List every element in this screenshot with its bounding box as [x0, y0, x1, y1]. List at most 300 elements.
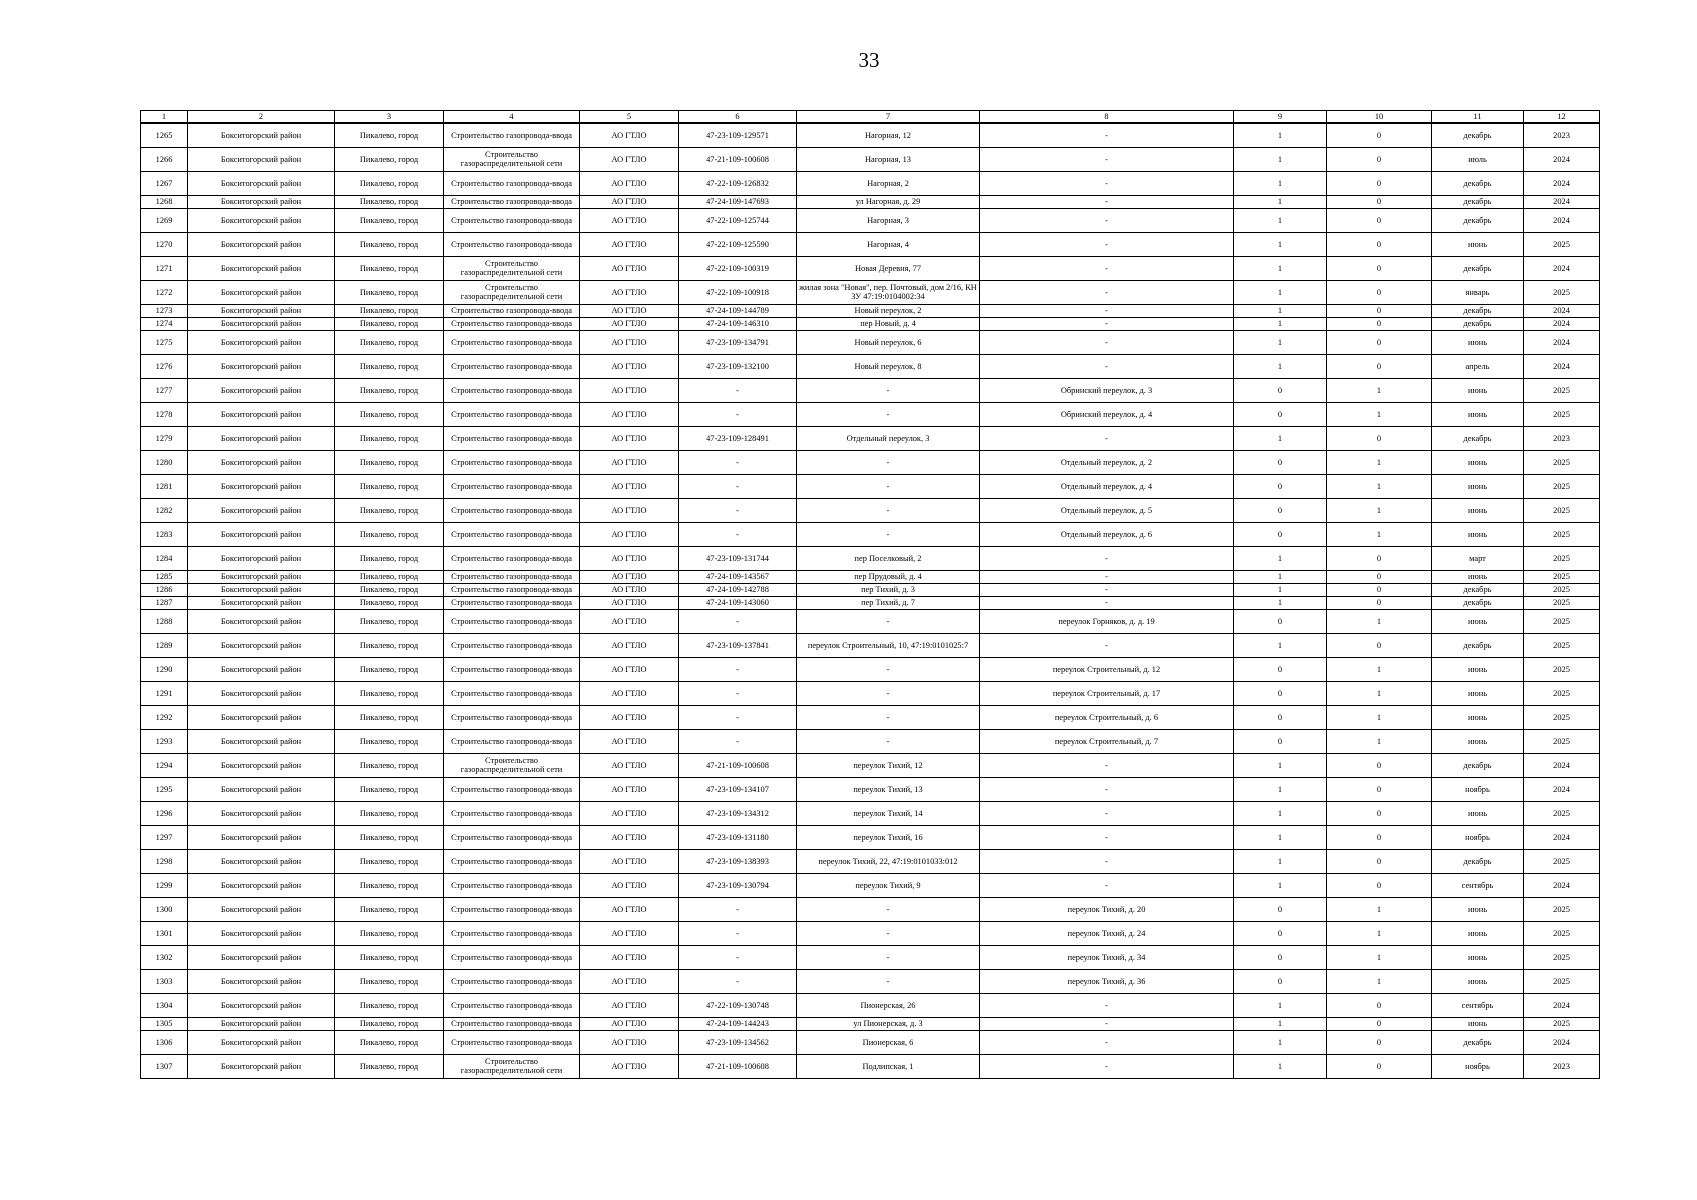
cell-count-existing: 0 — [1234, 681, 1327, 705]
cell-organization: АО ГТЛО — [580, 681, 679, 705]
cell-organization: АО ГТЛО — [580, 570, 679, 583]
cell-count-planned: 0 — [1327, 1017, 1432, 1030]
cell-settlement: Пикалево, город — [335, 171, 444, 195]
cell-object-code: - — [679, 705, 797, 729]
header-col-organization: 5 — [580, 111, 679, 124]
cell-year: 2024 — [1524, 825, 1600, 849]
cell-year: 2023 — [1524, 1054, 1600, 1078]
cell-row-number: 1290 — [141, 657, 188, 681]
cell-district: Бокситогорский район — [188, 657, 335, 681]
cell-work-type: Строительство газопровода-ввода — [444, 825, 580, 849]
cell-district: Бокситогорский район — [188, 849, 335, 873]
cell-count-existing: 1 — [1234, 1030, 1327, 1054]
cell-settlement: Пикалево, город — [335, 633, 444, 657]
cell-settlement: Пикалево, город — [335, 657, 444, 681]
cell-address: пер Новый, д. 4 — [797, 317, 980, 330]
cell-object-code: 47-23-109-138393 — [679, 849, 797, 873]
cell-month: декабрь — [1432, 426, 1524, 450]
cell-count-existing: 0 — [1234, 945, 1327, 969]
cell-count-existing: 1 — [1234, 546, 1327, 570]
table-row — [141, 426, 1600, 450]
header-col-district: 2 — [188, 111, 335, 124]
cell-work-type: Строительство газопровода-ввода — [444, 801, 580, 825]
cell-row-number: 1295 — [141, 777, 188, 801]
cell-work-type: Строительство газопровода-ввода — [444, 993, 580, 1017]
cell-month: июнь — [1432, 681, 1524, 705]
cell-count-planned: 0 — [1327, 801, 1432, 825]
header-col-count-existing: 9 — [1234, 111, 1327, 124]
cell-settlement: Пикалево, город — [335, 801, 444, 825]
cell-organization: АО ГТЛО — [580, 450, 679, 474]
cell-settlement: Пикалево, город — [335, 195, 444, 208]
cell-planned-address: - — [980, 232, 1234, 256]
cell-count-planned: 0 — [1327, 753, 1432, 777]
table-row — [141, 945, 1600, 969]
cell-address: переулок Тихий, 22, 47:19:0101033:012 — [797, 849, 980, 873]
cell-work-type: Строительство газопровода-ввода — [444, 777, 580, 801]
cell-year: 2025 — [1524, 280, 1600, 304]
cell-planned-address: переулок Тихий, д. 36 — [980, 969, 1234, 993]
cell-district: Бокситогорский район — [188, 330, 335, 354]
cell-object-code: 47-23-109-137841 — [679, 633, 797, 657]
cell-organization: АО ГТЛО — [580, 208, 679, 232]
cell-settlement: Пикалево, город — [335, 280, 444, 304]
cell-address: - — [797, 609, 980, 633]
cell-organization: АО ГТЛО — [580, 705, 679, 729]
cell-count-existing: 1 — [1234, 801, 1327, 825]
cell-settlement: Пикалево, город — [335, 450, 444, 474]
cell-address: Нагорная, 12 — [797, 123, 980, 147]
cell-object-code: 47-23-109-134312 — [679, 801, 797, 825]
cell-row-number: 1266 — [141, 147, 188, 171]
cell-year: 2025 — [1524, 378, 1600, 402]
cell-organization: АО ГТЛО — [580, 317, 679, 330]
cell-month: март — [1432, 546, 1524, 570]
cell-work-type: Строительство газопровода-ввода — [444, 583, 580, 596]
header-col-planned-address: 8 — [980, 111, 1234, 124]
cell-month: декабрь — [1432, 317, 1524, 330]
table-row — [141, 354, 1600, 378]
cell-count-planned: 1 — [1327, 729, 1432, 753]
cell-count-planned: 1 — [1327, 657, 1432, 681]
cell-address: Нагорная, 2 — [797, 171, 980, 195]
cell-work-type: Строительство газопровода-ввода — [444, 546, 580, 570]
cell-year: 2025 — [1524, 921, 1600, 945]
cell-planned-address: - — [980, 208, 1234, 232]
table-row — [141, 402, 1600, 426]
cell-work-type: Строительство газопровода-ввода — [444, 873, 580, 897]
cell-settlement: Пикалево, город — [335, 969, 444, 993]
cell-count-existing: 1 — [1234, 195, 1327, 208]
cell-month: декабрь — [1432, 171, 1524, 195]
cell-settlement: Пикалево, город — [335, 1017, 444, 1030]
cell-address: - — [797, 378, 980, 402]
cell-object-code: 47-23-109-130794 — [679, 873, 797, 897]
cell-year: 2025 — [1524, 546, 1600, 570]
cell-row-number: 1265 — [141, 123, 188, 147]
cell-district: Бокситогорский район — [188, 753, 335, 777]
cell-count-planned: 0 — [1327, 825, 1432, 849]
cell-planned-address: - — [980, 147, 1234, 171]
cell-district: Бокситогорский район — [188, 354, 335, 378]
cell-work-type: Строительство газопровода-ввода — [444, 123, 580, 147]
cell-year: 2025 — [1524, 498, 1600, 522]
cell-year: 2025 — [1524, 729, 1600, 753]
cell-district: Бокситогорский район — [188, 1017, 335, 1030]
cell-planned-address: - — [980, 123, 1234, 147]
table-row — [141, 801, 1600, 825]
table-row — [141, 147, 1600, 171]
cell-count-existing: 0 — [1234, 474, 1327, 498]
cell-district: Бокситогорский район — [188, 609, 335, 633]
cell-row-number: 1269 — [141, 208, 188, 232]
cell-work-type: Строительство газопровода-ввода — [444, 450, 580, 474]
cell-settlement: Пикалево, город — [335, 777, 444, 801]
table-row — [141, 522, 1600, 546]
cell-planned-address: - — [980, 825, 1234, 849]
cell-district: Бокситогорский район — [188, 993, 335, 1017]
cell-work-type: Строительство газопровода-ввода — [444, 498, 580, 522]
table-row — [141, 897, 1600, 921]
cell-organization: АО ГТЛО — [580, 825, 679, 849]
cell-month: ноябрь — [1432, 1054, 1524, 1078]
cell-object-code: 47-24-109-143567 — [679, 570, 797, 583]
cell-settlement: Пикалево, город — [335, 402, 444, 426]
cell-object-code: 47-24-109-144789 — [679, 304, 797, 317]
cell-count-planned: 1 — [1327, 681, 1432, 705]
cell-planned-address: Отдельный переулок, д. 5 — [980, 498, 1234, 522]
cell-month: декабрь — [1432, 195, 1524, 208]
cell-count-existing: 1 — [1234, 596, 1327, 609]
cell-object-code: 47-22-109-130748 — [679, 993, 797, 1017]
cell-count-existing: 0 — [1234, 402, 1327, 426]
cell-work-type: Строительство газопровода-ввода — [444, 426, 580, 450]
cell-work-type: Строительство газораспределительной сети — [444, 1054, 580, 1078]
cell-count-planned: 1 — [1327, 945, 1432, 969]
cell-month: июнь — [1432, 969, 1524, 993]
cell-work-type: Строительство газопровода-ввода — [444, 317, 580, 330]
cell-row-number: 1300 — [141, 897, 188, 921]
cell-work-type: Строительство газопровода-ввода — [444, 969, 580, 993]
cell-object-code: - — [679, 945, 797, 969]
cell-object-code: 47-23-109-129571 — [679, 123, 797, 147]
cell-settlement: Пикалево, город — [335, 825, 444, 849]
cell-planned-address: - — [980, 354, 1234, 378]
cell-year: 2024 — [1524, 171, 1600, 195]
cell-address: - — [797, 498, 980, 522]
registry-table-container — [140, 110, 1599, 1079]
cell-address: жилая зона "Новая", пер. Почтовый, дом 2/16, КН ЗУ 47:19:0104002:34 — [797, 280, 980, 304]
cell-count-planned: 0 — [1327, 304, 1432, 317]
cell-settlement: Пикалево, город — [335, 570, 444, 583]
cell-count-planned: 0 — [1327, 583, 1432, 596]
cell-district: Бокситогорский район — [188, 304, 335, 317]
cell-month: декабрь — [1432, 849, 1524, 873]
cell-object-code: - — [679, 450, 797, 474]
cell-row-number: 1291 — [141, 681, 188, 705]
cell-count-existing: 1 — [1234, 1017, 1327, 1030]
cell-planned-address: - — [980, 1017, 1234, 1030]
table-row — [141, 583, 1600, 596]
cell-organization: АО ГТЛО — [580, 171, 679, 195]
cell-work-type: Строительство газопровода-ввода — [444, 945, 580, 969]
cell-address: переулок Тихий, 14 — [797, 801, 980, 825]
table-row — [141, 1054, 1600, 1078]
cell-planned-address: - — [980, 280, 1234, 304]
cell-planned-address: переулок Строительный, д. 12 — [980, 657, 1234, 681]
cell-organization: АО ГТЛО — [580, 522, 679, 546]
cell-year: 2024 — [1524, 256, 1600, 280]
cell-count-planned: 0 — [1327, 1030, 1432, 1054]
cell-organization: АО ГТЛО — [580, 426, 679, 450]
cell-count-existing: 1 — [1234, 849, 1327, 873]
header-col-work-type: 4 — [444, 111, 580, 124]
cell-row-number: 1288 — [141, 609, 188, 633]
cell-count-planned: 0 — [1327, 147, 1432, 171]
cell-planned-address: - — [980, 801, 1234, 825]
cell-address: пер Поселковый, 2 — [797, 546, 980, 570]
cell-row-number: 1278 — [141, 402, 188, 426]
cell-object-code: 47-23-109-131180 — [679, 825, 797, 849]
cell-planned-address: - — [980, 426, 1234, 450]
cell-row-number: 1306 — [141, 1030, 188, 1054]
cell-month: июнь — [1432, 609, 1524, 633]
cell-month: декабрь — [1432, 753, 1524, 777]
cell-settlement: Пикалево, город — [335, 522, 444, 546]
cell-year: 2024 — [1524, 777, 1600, 801]
cell-count-planned: 0 — [1327, 256, 1432, 280]
cell-organization: АО ГТЛО — [580, 546, 679, 570]
cell-planned-address: - — [980, 596, 1234, 609]
cell-settlement: Пикалево, город — [335, 993, 444, 1017]
cell-object-code: 47-23-109-134791 — [679, 330, 797, 354]
cell-year: 2025 — [1524, 1017, 1600, 1030]
registry-table — [140, 110, 1600, 1079]
cell-district: Бокситогорский район — [188, 546, 335, 570]
table-row — [141, 378, 1600, 402]
cell-month: июнь — [1432, 801, 1524, 825]
cell-month: июнь — [1432, 378, 1524, 402]
cell-count-existing: 1 — [1234, 426, 1327, 450]
cell-work-type: Строительство газопровода-ввода — [444, 849, 580, 873]
cell-row-number: 1275 — [141, 330, 188, 354]
table-row — [141, 232, 1600, 256]
cell-object-code: - — [679, 474, 797, 498]
cell-year: 2025 — [1524, 681, 1600, 705]
cell-district: Бокситогорский район — [188, 945, 335, 969]
cell-row-number: 1283 — [141, 522, 188, 546]
cell-work-type: Строительство газопровода-ввода — [444, 633, 580, 657]
cell-work-type: Строительство газопровода-ввода — [444, 171, 580, 195]
cell-work-type: Строительство газопровода-ввода — [444, 354, 580, 378]
cell-work-type: Строительство газопровода-ввода — [444, 729, 580, 753]
cell-address: - — [797, 921, 980, 945]
cell-settlement: Пикалево, город — [335, 330, 444, 354]
cell-organization: АО ГТЛО — [580, 596, 679, 609]
cell-year: 2024 — [1524, 317, 1600, 330]
table-row — [141, 921, 1600, 945]
cell-row-number: 1286 — [141, 583, 188, 596]
cell-year: 2025 — [1524, 402, 1600, 426]
cell-settlement: Пикалево, город — [335, 897, 444, 921]
cell-month: июнь — [1432, 330, 1524, 354]
cell-object-code: 47-23-109-131744 — [679, 546, 797, 570]
cell-district: Бокситогорский район — [188, 633, 335, 657]
cell-settlement: Пикалево, город — [335, 317, 444, 330]
cell-district: Бокситогорский район — [188, 474, 335, 498]
cell-district: Бокситогорский район — [188, 921, 335, 945]
cell-settlement: Пикалево, город — [335, 426, 444, 450]
cell-row-number: 1289 — [141, 633, 188, 657]
cell-year: 2025 — [1524, 969, 1600, 993]
cell-district: Бокситогорский район — [188, 256, 335, 280]
cell-year: 2025 — [1524, 633, 1600, 657]
cell-address: Новый переулок, 2 — [797, 304, 980, 317]
cell-organization: АО ГТЛО — [580, 304, 679, 317]
cell-year: 2025 — [1524, 705, 1600, 729]
header-col-count-planned: 10 — [1327, 111, 1432, 124]
cell-planned-address: - — [980, 570, 1234, 583]
cell-address: переулок Тихий, 9 — [797, 873, 980, 897]
cell-work-type: Строительство газораспределительной сети — [444, 280, 580, 304]
cell-count-existing: 0 — [1234, 657, 1327, 681]
cell-organization: АО ГТЛО — [580, 474, 679, 498]
cell-organization: АО ГТЛО — [580, 402, 679, 426]
cell-planned-address: - — [980, 1030, 1234, 1054]
cell-count-planned: 0 — [1327, 208, 1432, 232]
cell-object-code: - — [679, 522, 797, 546]
cell-count-planned: 0 — [1327, 195, 1432, 208]
cell-settlement: Пикалево, город — [335, 256, 444, 280]
cell-year: 2025 — [1524, 232, 1600, 256]
cell-organization: АО ГТЛО — [580, 1017, 679, 1030]
cell-work-type: Строительство газопровода-ввода — [444, 1017, 580, 1030]
table-row — [141, 546, 1600, 570]
cell-work-type: Строительство газопровода-ввода — [444, 474, 580, 498]
cell-count-existing: 0 — [1234, 897, 1327, 921]
cell-organization: АО ГТЛО — [580, 777, 679, 801]
cell-object-code: 47-22-109-125744 — [679, 208, 797, 232]
table-row — [141, 317, 1600, 330]
cell-count-planned: 1 — [1327, 897, 1432, 921]
cell-settlement: Пикалево, город — [335, 753, 444, 777]
cell-planned-address: - — [980, 256, 1234, 280]
cell-district: Бокситогорский район — [188, 897, 335, 921]
cell-work-type: Строительство газопровода-ввода — [444, 330, 580, 354]
cell-settlement: Пикалево, город — [335, 705, 444, 729]
cell-year: 2025 — [1524, 570, 1600, 583]
cell-month: апрель — [1432, 354, 1524, 378]
cell-district: Бокситогорский район — [188, 969, 335, 993]
cell-object-code: 47-22-109-126832 — [679, 171, 797, 195]
cell-district: Бокситогорский район — [188, 681, 335, 705]
cell-count-planned: 0 — [1327, 171, 1432, 195]
cell-month: июнь — [1432, 945, 1524, 969]
cell-row-number: 1282 — [141, 498, 188, 522]
cell-organization: АО ГТЛО — [580, 256, 679, 280]
cell-planned-address: - — [980, 777, 1234, 801]
cell-count-existing: 1 — [1234, 1054, 1327, 1078]
cell-object-code: 47-23-109-134107 — [679, 777, 797, 801]
cell-object-code: 47-24-109-147693 — [679, 195, 797, 208]
cell-month: июнь — [1432, 474, 1524, 498]
cell-month: январь — [1432, 280, 1524, 304]
table-row — [141, 304, 1600, 317]
cell-district: Бокситогорский район — [188, 570, 335, 583]
cell-month: сентябрь — [1432, 993, 1524, 1017]
cell-month: ноябрь — [1432, 777, 1524, 801]
cell-organization: АО ГТЛО — [580, 232, 679, 256]
cell-month: декабрь — [1432, 304, 1524, 317]
cell-settlement: Пикалево, город — [335, 1054, 444, 1078]
cell-address: Новый переулок, 6 — [797, 330, 980, 354]
cell-district: Бокситогорский район — [188, 522, 335, 546]
cell-work-type: Строительство газопровода-ввода — [444, 921, 580, 945]
cell-count-planned: 0 — [1327, 1054, 1432, 1078]
cell-planned-address: Отдельный переулок, д. 4 — [980, 474, 1234, 498]
cell-settlement: Пикалево, город — [335, 123, 444, 147]
cell-address: - — [797, 729, 980, 753]
cell-address: пер Тихий, д. 3 — [797, 583, 980, 596]
cell-row-number: 1268 — [141, 195, 188, 208]
header-col-object-code: 6 — [679, 111, 797, 124]
cell-work-type: Строительство газораспределительной сети — [444, 147, 580, 171]
cell-row-number: 1287 — [141, 596, 188, 609]
cell-district: Бокситогорский район — [188, 1054, 335, 1078]
table-row — [141, 993, 1600, 1017]
table-row — [141, 825, 1600, 849]
cell-row-number: 1276 — [141, 354, 188, 378]
header-col-row-number: 1 — [141, 111, 188, 124]
cell-row-number: 1270 — [141, 232, 188, 256]
cell-count-planned: 0 — [1327, 633, 1432, 657]
cell-object-code: 47-22-109-100319 — [679, 256, 797, 280]
cell-work-type: Строительство газораспределительной сети — [444, 256, 580, 280]
cell-organization: АО ГТЛО — [580, 378, 679, 402]
cell-month: декабрь — [1432, 1030, 1524, 1054]
table-body — [141, 123, 1600, 1078]
cell-year: 2024 — [1524, 330, 1600, 354]
cell-address: Новый переулок, 8 — [797, 354, 980, 378]
cell-address: пер Прудовый, д. 4 — [797, 570, 980, 583]
cell-year: 2024 — [1524, 147, 1600, 171]
cell-district: Бокситогорский район — [188, 378, 335, 402]
cell-address: - — [797, 522, 980, 546]
cell-count-planned: 1 — [1327, 450, 1432, 474]
cell-object-code: 47-24-109-144243 — [679, 1017, 797, 1030]
cell-district: Бокситогорский район — [188, 426, 335, 450]
cell-row-number: 1273 — [141, 304, 188, 317]
cell-row-number: 1271 — [141, 256, 188, 280]
cell-year: 2025 — [1524, 897, 1600, 921]
cell-district: Бокситогорский район — [188, 280, 335, 304]
cell-month: июнь — [1432, 705, 1524, 729]
cell-work-type: Строительство газопровода-ввода — [444, 402, 580, 426]
cell-settlement: Пикалево, город — [335, 945, 444, 969]
cell-count-existing: 1 — [1234, 354, 1327, 378]
cell-year: 2025 — [1524, 583, 1600, 596]
cell-year: 2025 — [1524, 522, 1600, 546]
table-row — [141, 681, 1600, 705]
cell-address: - — [797, 450, 980, 474]
cell-district: Бокситогорский район — [188, 232, 335, 256]
cell-work-type: Строительство газопровода-ввода — [444, 609, 580, 633]
cell-count-planned: 0 — [1327, 280, 1432, 304]
cell-district: Бокситогорский район — [188, 208, 335, 232]
cell-month: декабрь — [1432, 596, 1524, 609]
cell-year: 2024 — [1524, 873, 1600, 897]
cell-count-existing: 0 — [1234, 921, 1327, 945]
